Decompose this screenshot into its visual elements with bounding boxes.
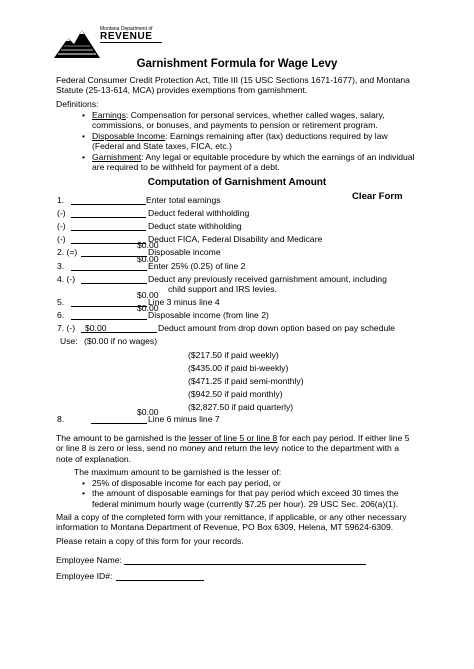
line-2-number: 2. (=) [57, 247, 78, 257]
line-8-value: $0.00 [91, 414, 147, 424]
employee-name-label: Employee Name: [56, 555, 122, 565]
line-7-value: $0.00 [81, 323, 157, 333]
fica-label: Deduct FICA, Federal Disability and Medicare [148, 234, 323, 244]
line-4-number: 4. (-) [57, 274, 76, 284]
state-withholding-label: Deduct state withholding [148, 221, 242, 231]
employee-name-field[interactable] [124, 555, 366, 565]
use-label: Use: [60, 336, 78, 346]
computation-title: Computation of Garnishment Amount [147, 177, 327, 188]
line-5-label: Line 3 minus line 4 [148, 297, 220, 307]
retain-paragraph: Please retain a copy of this form for your records. [56, 536, 244, 546]
mountain-logo-icon [54, 24, 100, 60]
line-6-label: Disposable income (from line 2) [148, 310, 269, 320]
line-1-number: 1. [57, 195, 65, 205]
definitions-label: Definitions: [56, 99, 99, 109]
federal-withholding-input[interactable] [71, 208, 146, 218]
state-withholding-input[interactable] [71, 221, 146, 231]
pay-option-semimonthly: ($471.25 if paid semi-monthly) [188, 376, 304, 386]
max-amount-intro: The maximum amount to be garnished is the lesser of: [74, 467, 282, 477]
garnish-paragraph: The amount to be garnished is the lesser of line 5 or line 8 for each pay period. If either line 5 or line 8 is zero or less, send no money and return the levy notice to the department with a note of explanation. [56, 433, 410, 464]
state-withholding-sign: (-) [57, 221, 66, 231]
line-2-value: $0.00 [81, 247, 147, 257]
page-title: Garnishment Formula for Wage Levy [136, 58, 338, 70]
fica-sign: (-) [57, 234, 66, 244]
definitions-list [82, 110, 420, 172]
fica-input[interactable] [71, 234, 146, 244]
pay-option-quarterly: ($2,827.50 if paid quarterly) [188, 402, 294, 412]
max-item-min-wage: • the amount of disposable earnings for that pay period which exceed 30 times the federal minimum hourly wage (currently $7.25 per hour). 29 USC Sec. 206(a)(1). [82, 488, 418, 509]
line-3-value: $0.00 [71, 261, 147, 271]
logo-rule [100, 42, 162, 43]
definition-earnings: • Earnings: Compensation for personal services, whether called wages, salary, commissions, or bonuses, and payments to pension or retirement program. [82, 110, 420, 131]
line-6-number: 6. [57, 310, 65, 320]
line-8-label: Line 6 minus line 7 [148, 414, 220, 424]
pay-option-biweekly: ($435.00 if paid bi-weekly) [188, 363, 289, 373]
line-5-number: 5. [57, 297, 65, 307]
line-4-label: Deduct any previously received garnishment amount, including [148, 274, 387, 284]
definition-disposable-income: • Disposable Income: Earnings remaining after (tax) deductions required by law (Federal and State taxes, FICA, etc.) [82, 131, 420, 152]
line-4-input[interactable] [81, 274, 147, 284]
line-7-number: 7. (-) [57, 323, 76, 333]
line-8-number: 8. [57, 414, 65, 424]
logo-revenue-text: REVENUE [100, 31, 153, 42]
pay-option-monthly: ($942.50 if paid monthly) [188, 389, 283, 399]
employee-id-field[interactable] [116, 571, 204, 581]
max-amount-list [82, 478, 418, 509]
line-6-value: $0.00 [71, 310, 147, 320]
line-2-label: Disposable income [148, 247, 221, 257]
pay-option-weekly: ($217.50 if paid weekly) [188, 350, 279, 360]
line-1-input[interactable] [71, 195, 146, 205]
clear-form-button[interactable]: Clear Form [352, 191, 403, 202]
line-5-value: $0.00 [71, 297, 147, 307]
logo-dept-text: Montana Department of [100, 26, 153, 32]
federal-withholding-label: Deduct federal withholding [148, 208, 250, 218]
line-7-label: Deduct amount from drop down option based on pay schedule [158, 323, 395, 333]
federal-withholding-sign: (-) [57, 208, 66, 218]
definition-garnishment: • Garnishment: Any legal or equitable procedure by which the earnings of an individual are required to be withheld for payment of a debt. [82, 152, 420, 173]
intro-paragraph: Federal Consumer Credit Protection Act, Title III (15 USC Sections 1671-1677), and Montana Statute (25-13-614, MCA) provides exemptions from garnishment. [56, 75, 410, 96]
pay-schedule-dropdown[interactable]: ($0.00 if no wages) [84, 336, 158, 346]
line-1-label: Enter total earnings [146, 195, 221, 205]
line-3-number: 3. [57, 261, 65, 271]
lesser-of-lines-text: lesser of line 5 or line 8 [188, 433, 278, 443]
max-item-25-percent: • 25% of disposable income for each pay period, or [82, 478, 418, 488]
employee-id-label: Employee ID#: [56, 571, 113, 581]
mail-paragraph: Mail a copy of the completed form with your remittance, if applicable, or any other necessary information to Montana Department of Revenue, PO Box 6309, Helena, MT 59624-6309. [56, 512, 407, 533]
line-3-label: Enter 25% (0.25) of line 2 [148, 261, 246, 271]
line-4-label-cont: child support and IRS levies. [168, 284, 277, 294]
